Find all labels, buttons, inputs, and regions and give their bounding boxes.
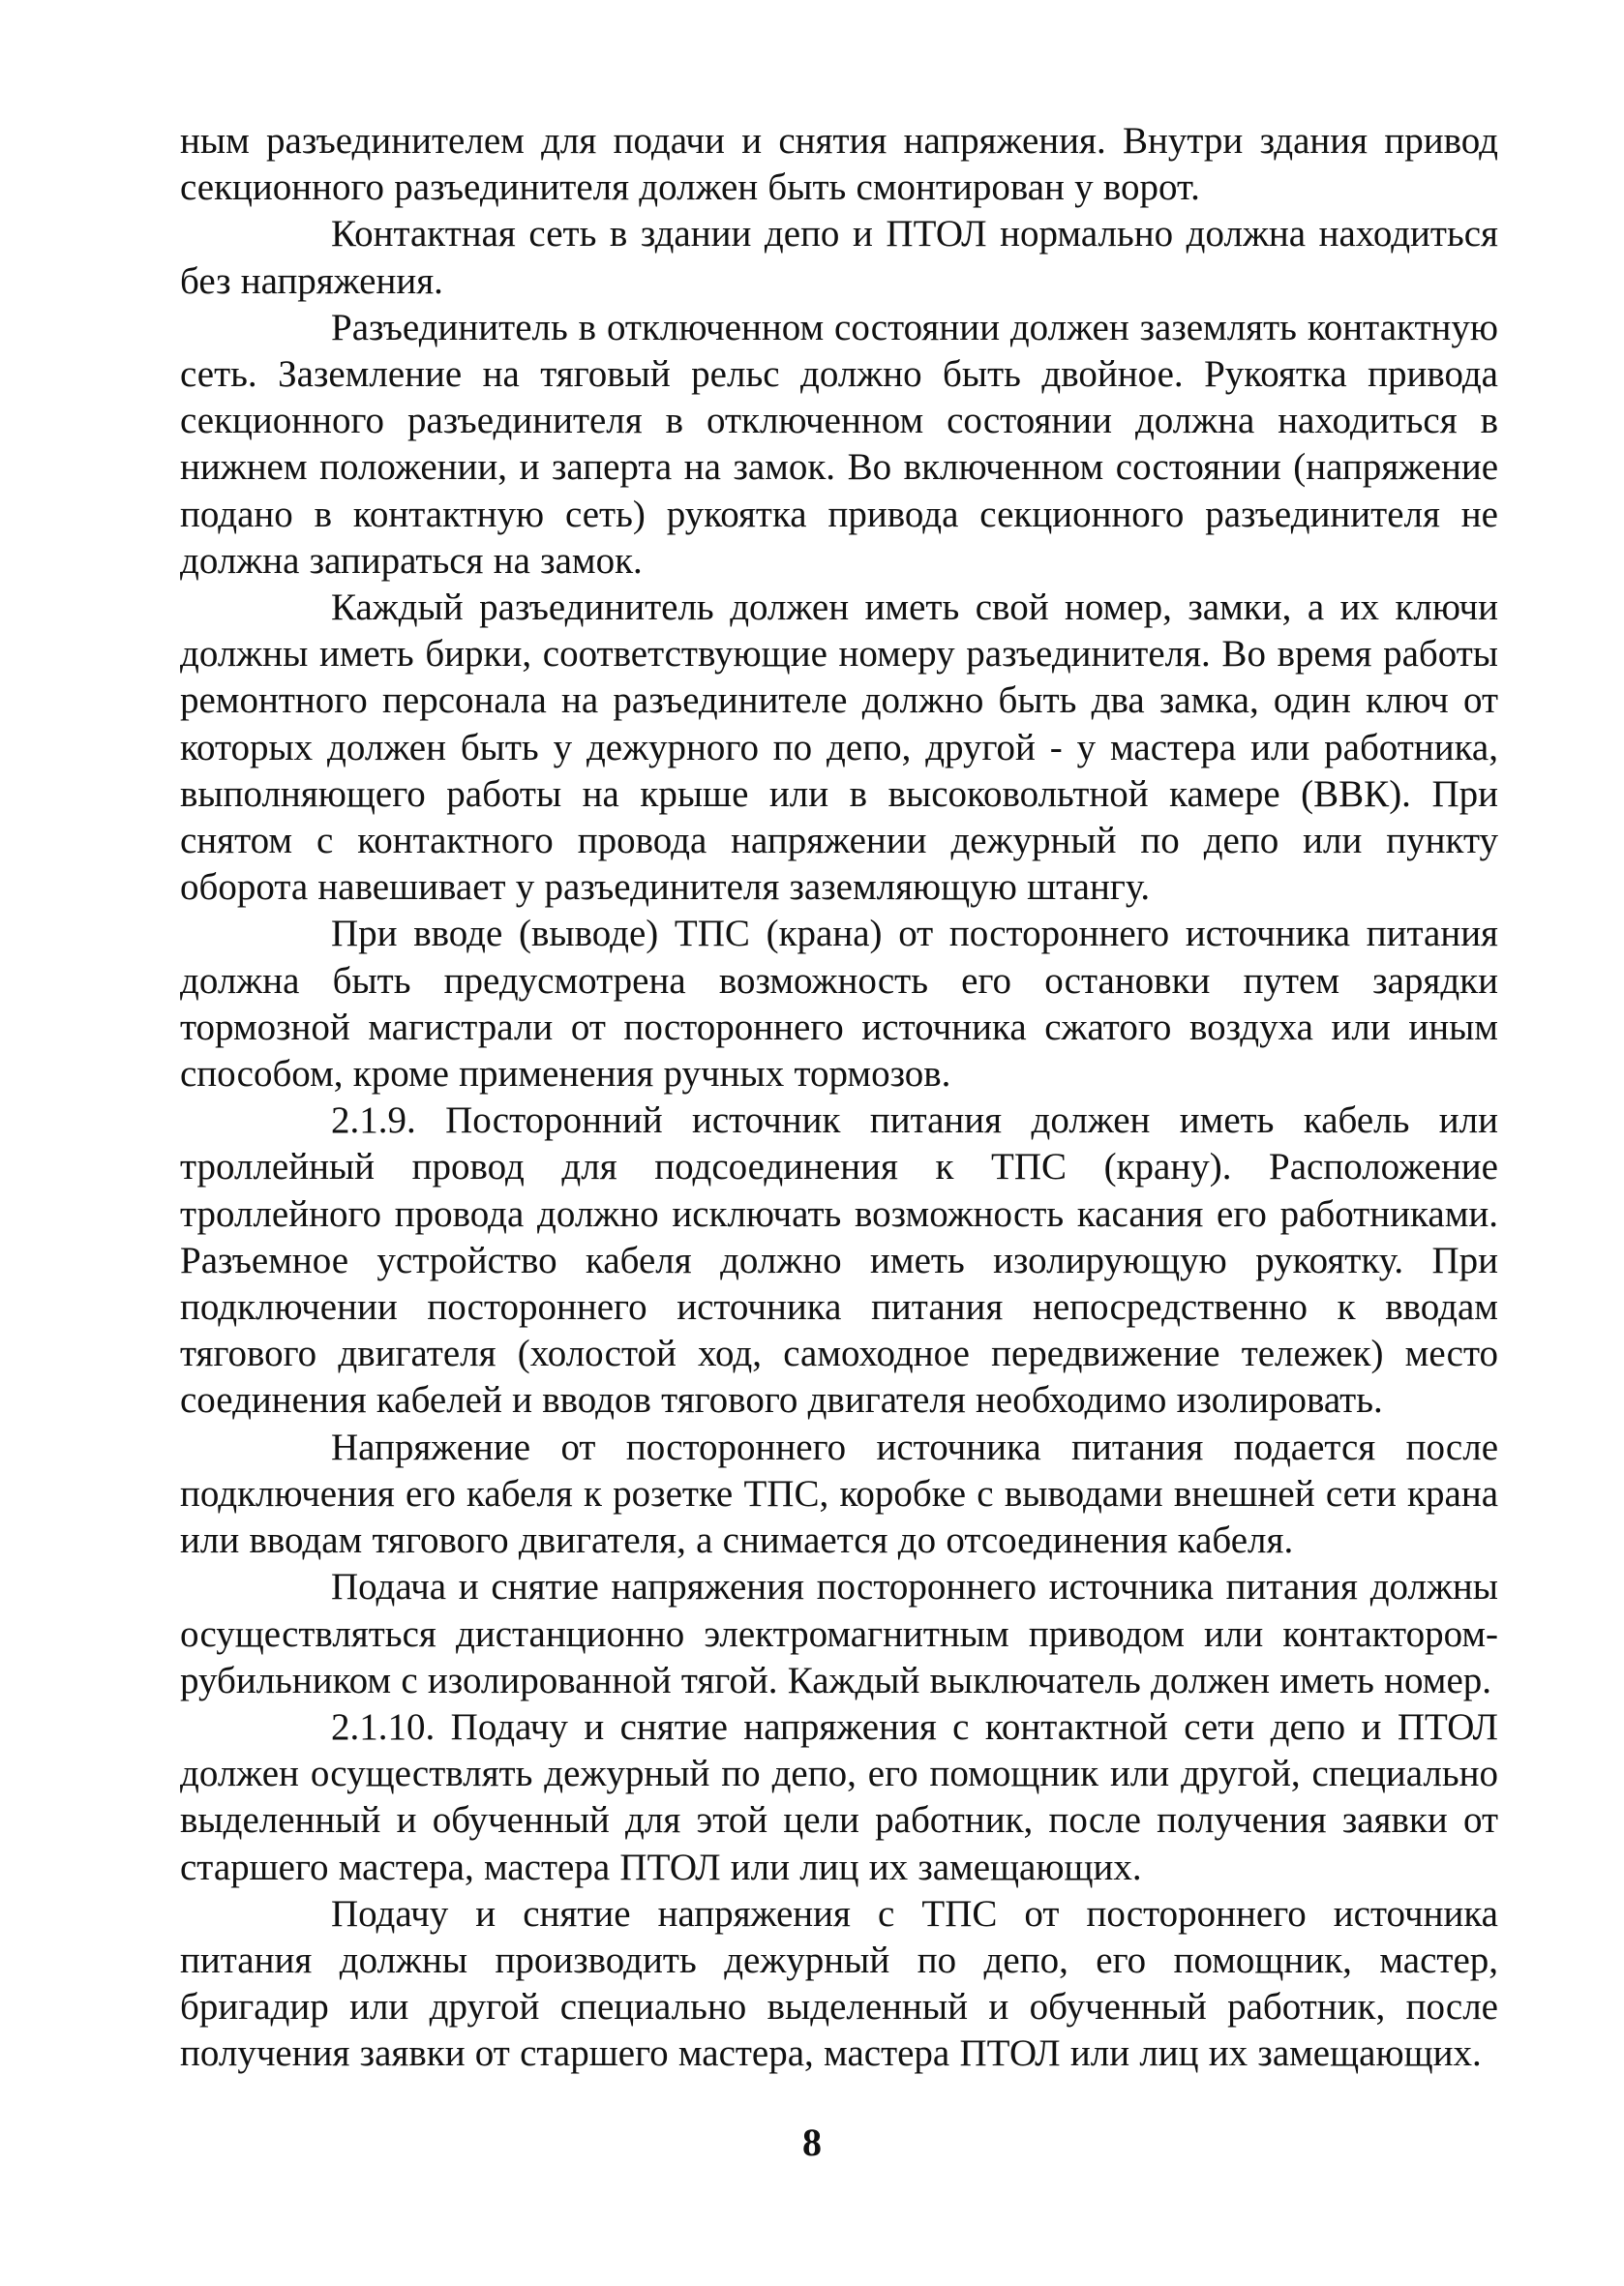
paragraph: При вводе (выводе) ТПС (крана) от постороннего источника питания должна быть предусмотрена возможность его остановки путем зарядки тормозной магистрали от постороннего источника сжатого воздуха или иным способом, кроме применения ручных тормозов. <box>180 913 1498 1096</box>
paragraph: Контактная сеть в здании депо и ПТОЛ нормально должна находиться без напряжения. <box>180 213 1498 302</box>
page-number: 8 <box>802 2121 822 2164</box>
paragraph: Каждый разъединитель должен иметь свой номер, замки, а их ключи должны иметь бирки, соответствующие номеру разъединителя. Во время работы ремонтного персонала на разъединителе должно быть два замка, один ключ от которых должен быть у дежурного по депо, другой - у мастера или работника, выполняющего работы на крыше или в высоковольтной камере (ВВК). При снятом с контактного провода напряжении дежурный по депо или пункту оборота навешивает у разъединителя заземляющую штангу. <box>180 587 1498 909</box>
paragraph: Разъединитель в отключенном состоянии должен заземлять контактную сеть. Заземление на тяговый рельс должно быть двойное. Рукоятка привода секционного разъединителя в отключенном состоянии должна находиться в нижнем положении, и заперта на замок. Во включенном состоянии (напряжение подано в контактную сеть) рукоятка привода секционного разъединителя не должна запираться на замок. <box>180 306 1498 582</box>
paragraph: Подача и снятие напряжения постороннего источника питания должны осуществляться дистанционно электромагнитным приводом или контактором-рубильником с изолированной тягой. Каждый выключатель должен иметь номер. <box>180 1566 1498 1701</box>
body-text <box>180 118 1498 2078</box>
paragraph: Напряжение от постороннего источника питания подается после подключения его кабеля к розетке ТПС, коробке с выводами внешней сети крана или вводам тягового двигателя, а снимается до отсоединения кабеля. <box>180 1426 1498 1562</box>
paragraph-continuation: ным разъединителем для подачи и снятия напряжения. Внутри здания привод секционного разъединителя должен быть смонтирован у ворот. <box>180 120 1498 209</box>
paragraph-section-2-1-9: 2.1.9. Посторонний источник питания должен иметь кабель или троллейный провод для подсоединения к ТПС (крану). Расположение троллейного провода должно исключать возможность касания его работниками. Разъемное устройство кабеля должно иметь изолирующую рукоятку. При подключении постороннего источника питания непосредственно к вводам тягового двигателя (холостой ход, самоходное передвижение тележек) место соединения кабелей и вводов тягового двигателя необходимо изолировать. <box>180 1099 1498 1422</box>
paragraph: Подачу и снятие напряжения с ТПС от постороннего источника питания должны производить дежурный по депо, его помощник, мастер, бригадир или другой специально выделенный и обученный работник, после получения заявки от старшего мастера, мастера ПТОЛ или лиц их замещающих. <box>180 1892 1498 2075</box>
paragraph-section-2-1-10: 2.1.10. Подачу и снятие напряжения с контактной сети депо и ПТОЛ должен осуществлять дежурный по депо, его помощник или другой, специально выделенный и обученный для этой цели работник, после получения заявки от старшего мастера, мастера ПТОЛ или лиц их замещающих. <box>180 1705 1498 1888</box>
